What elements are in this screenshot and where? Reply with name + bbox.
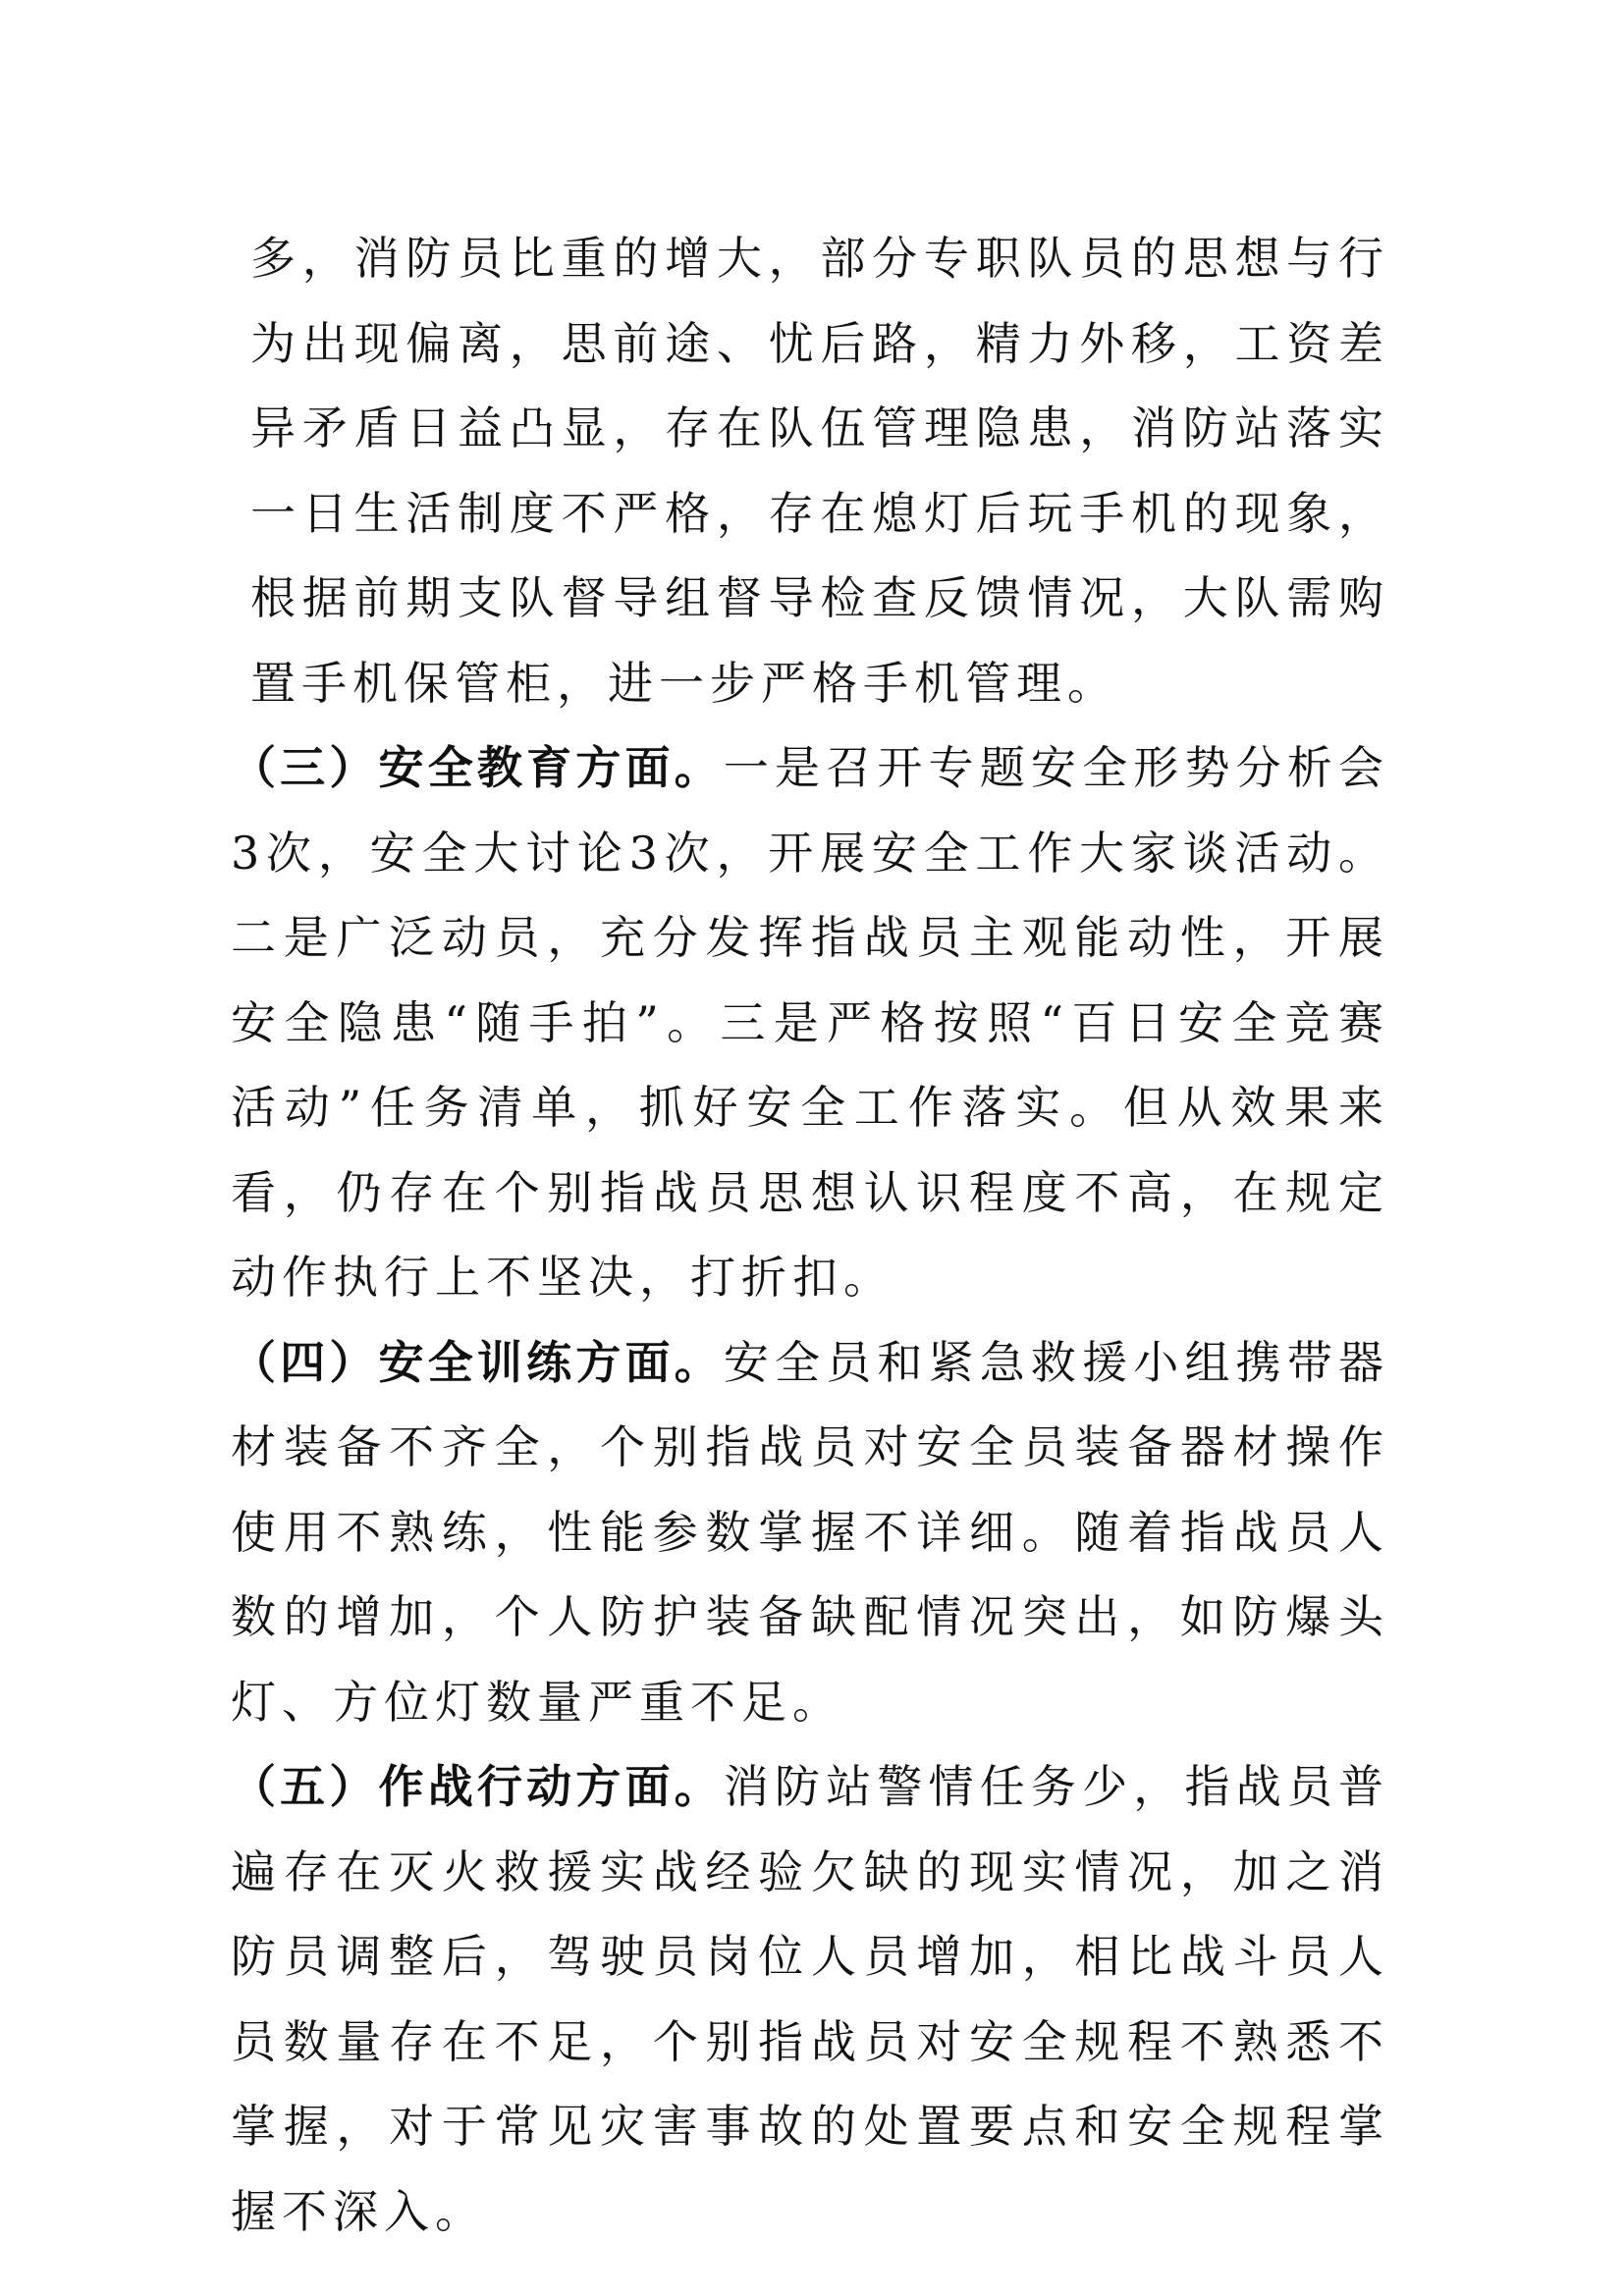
paragraph-text: 多，消防员比重的增大，部分专职队员的思想与行为出现偏离，思前途、忧后路，精力外移，工资差异矛盾日益凸显，存在队伍管理隐患，消防站落实一日生活制度不严格，存在熄灯后玩手机的现象，根据前期支队督导组督导检查反馈情况，大队需购置手机保管柜，进一步严格手机管理。 (250, 232, 1389, 710)
paragraph-text: 安全员和紧急救援小组携带器材装备不齐全，个别指战员对安全员装备器材操作使用不熟练，性能参数掌握不详细。随着指战员人数的增加，个人防护装备缺配情况突出，如防爆头灯、方位灯数量严重不足。 (231, 1335, 1390, 1729)
document-body (231, 216, 1390, 2254)
paragraph-safety-training (231, 1320, 1389, 1745)
section-heading: （四）安全训练方面。 (231, 1335, 724, 1389)
paragraph-combat-operations (231, 1744, 1389, 2254)
paragraph-continued (250, 216, 1389, 725)
paragraph-safety-education (231, 725, 1389, 1320)
section-heading: （五）作战行动方面。 (231, 1760, 724, 1813)
paragraph-text: 一是召开专题安全形势分析会3次，安全大讨论3次，开展安全工作大家谈活动。二是广泛动员，充分发挥指战员主观能动性，开展安全隐患“随手拍”。三是严格按照“百日安全竞赛活动”任务清单，抓好安全工作落实。但从效果来看，仍存在个别指战员思想认识程度不高，在规定动作执行上不坚决，打折扣。 (231, 741, 1390, 1304)
section-heading: （三）安全教育方面。 (231, 741, 724, 794)
paragraph-text: 消防站警情任务少，指战员普遍存在灭火救援实战经验欠缺的现实情况，加之消防员调整后，驾驶员岗位人员增加，相比战斗员人员数量存在不足，个别指战员对安全规程不熟悉不掌握，对于常见灾害事故的处置要点和安全规程掌握不深入。 (231, 1760, 1390, 2238)
